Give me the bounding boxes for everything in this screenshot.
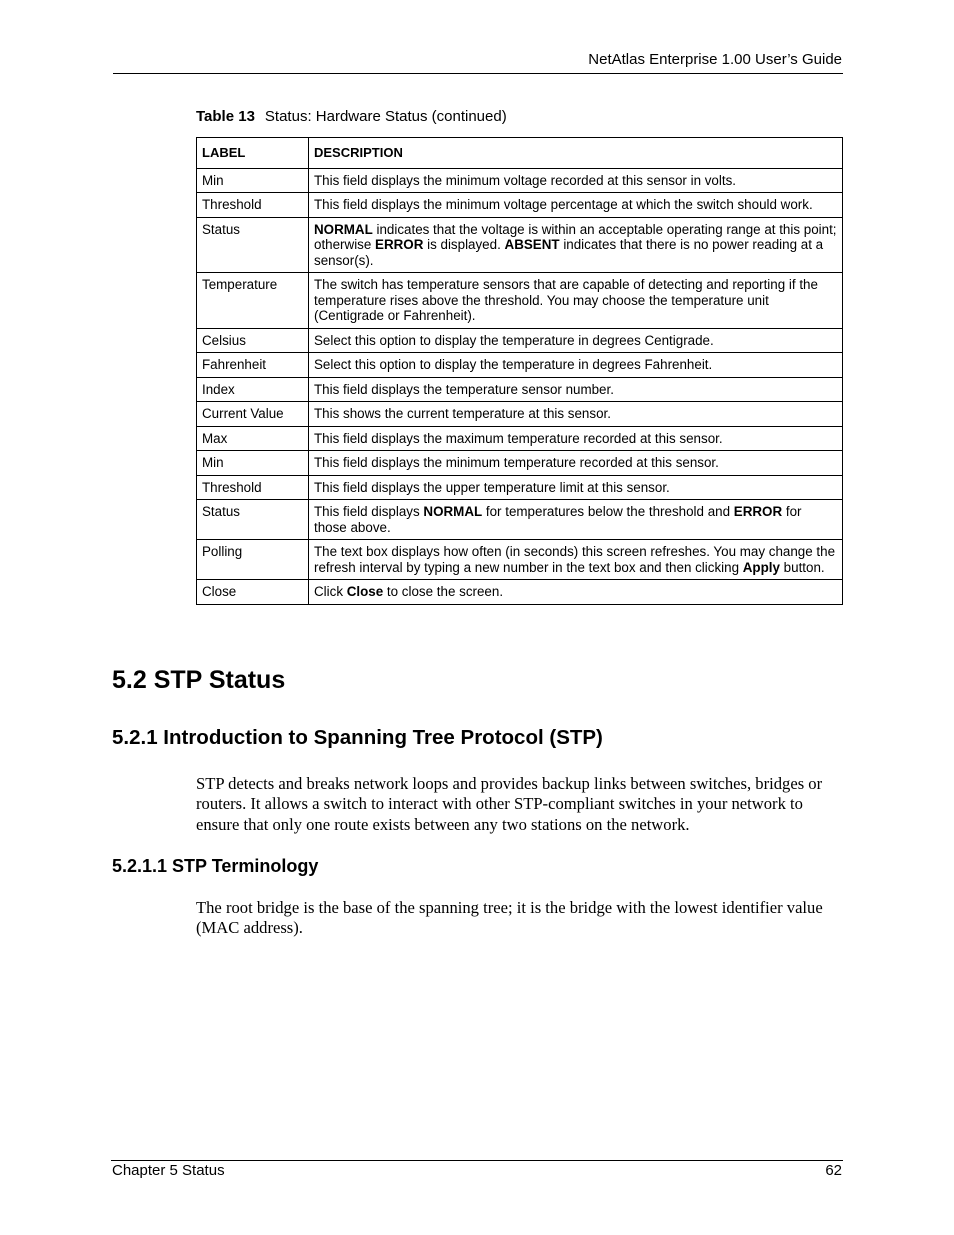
column-header-label: LABEL (197, 138, 309, 169)
description-text: This field displays (314, 504, 424, 519)
running-header: NetAtlas Enterprise 1.00 User’s Guide (588, 51, 842, 68)
row-label: Threshold (197, 475, 309, 500)
table-row (197, 217, 843, 273)
description-text: Select this option to display the temperature in degrees Centigrade. (314, 332, 714, 348)
row-description (309, 273, 843, 329)
description-text: This field displays the minimum voltage percentage at which the switch should work. (314, 197, 813, 212)
table-row (197, 353, 843, 378)
row-label: Temperature (197, 273, 309, 329)
description-keyword: ABSENT (504, 237, 560, 252)
row-label: Celsius (197, 328, 309, 353)
row-description (309, 377, 843, 402)
hardware-status-table (196, 137, 843, 605)
description-text: Click (314, 584, 347, 599)
description-text: to close the screen. (383, 584, 504, 599)
header-rule (113, 73, 843, 74)
table-row (197, 475, 843, 500)
description-text: This field displays the minimum voltage recorded at this sensor in volts. (314, 172, 736, 188)
row-label: Close (197, 580, 309, 605)
description-text: The text box displays how often (in seconds) this screen refreshes. You may change the refresh interval by typing a new number in the text box and then clicking (314, 544, 836, 575)
row-label: Index (197, 377, 309, 402)
description-text: for those above. (314, 504, 802, 535)
description-text: This field displays the upper temperature limit at this sensor. (314, 479, 670, 495)
table-row (197, 377, 843, 402)
description-text: button. (779, 559, 825, 575)
row-label: Status (197, 217, 309, 273)
table-body (197, 168, 843, 604)
description-text: The switch has temperature sensors that are capable of detecting and reporting if the temperature rises above the threshold. You may choose the temperature unit (Centigrade or Fahrenheit). (314, 277, 818, 323)
table-row (197, 328, 843, 353)
table-row (197, 273, 843, 329)
table-row (197, 402, 843, 427)
row-label: Status (197, 500, 309, 540)
row-description (309, 402, 843, 427)
description-text: Select this option to display the temperature in degrees Fahrenheit. (314, 357, 713, 372)
row-description (309, 580, 843, 605)
row-label: Polling (197, 540, 309, 580)
description-keyword: Apply (742, 559, 780, 575)
description-keyword: Close (346, 584, 384, 599)
row-description (309, 475, 843, 500)
table-row (197, 168, 843, 193)
table-caption-label: Table 13 (196, 108, 255, 125)
table-row (197, 500, 843, 540)
row-description (309, 353, 843, 378)
description-text: This shows the current temperature at this sensor. (314, 406, 611, 421)
description-text: indicates that the voltage is within an acceptable operating range at this point; otherwise (314, 221, 837, 252)
section-heading: 5.2 STP Status (112, 666, 286, 694)
description-text: This field displays the maximum temperature recorded at this sensor. (314, 430, 723, 446)
table-row (197, 580, 843, 605)
row-description (309, 328, 843, 353)
subsection-heading: 5.2.1 Introduction to Spanning Tree Protocol (STP) (112, 726, 603, 749)
description-text: This field displays the temperature sensor number. (314, 381, 614, 397)
description-keyword: ERROR (375, 237, 424, 252)
intro-paragraph: STP detects and breaks network loops and provides backup links between switches, bridges or routers. It allows a switch to interact with other STP-compliant switches in your network to ensure that only one route exists between any two stations on the network. (196, 774, 823, 834)
row-description (309, 217, 843, 273)
description-text: for temperatures below the threshold and (482, 504, 734, 519)
row-description (309, 168, 843, 193)
description-text: is displayed. (423, 237, 505, 252)
description-text: indicates that there is no power reading at a sensor(s). (314, 237, 824, 268)
description-text: This field displays the minimum temperature recorded at this sensor. (314, 455, 719, 470)
row-label: Max (197, 426, 309, 451)
table-row (197, 540, 843, 580)
row-label: Current Value (197, 402, 309, 427)
row-description (309, 540, 843, 580)
footer-chapter: Chapter 5 Status (112, 1162, 225, 1179)
description-keyword: ERROR (733, 504, 783, 519)
table-row (197, 451, 843, 476)
table-caption (196, 108, 507, 125)
table-row (197, 193, 843, 218)
terminology-paragraph: The root bridge is the base of the spanning tree; it is the bridge with the lowest identifier value (MAC address). (196, 898, 823, 938)
row-description (309, 426, 843, 451)
footer-rule (111, 1160, 843, 1161)
table-header-row (197, 138, 843, 169)
row-description (309, 451, 843, 476)
row-label: Threshold (197, 193, 309, 218)
table-row (197, 426, 843, 451)
row-description (309, 500, 843, 540)
row-description (309, 193, 843, 218)
table-caption-text: Status: Hardware Status (continued) (264, 108, 507, 125)
description-keyword: NORMAL (423, 504, 483, 519)
column-header-description: DESCRIPTION (309, 138, 843, 169)
description-keyword: NORMAL (314, 221, 373, 237)
row-label: Fahrenheit (197, 353, 309, 378)
subsubsection-heading: 5.2.1.1 STP Terminology (112, 856, 319, 876)
footer-page-number: 62 (825, 1162, 842, 1179)
row-label: Min (197, 168, 309, 193)
row-label: Min (197, 451, 309, 476)
